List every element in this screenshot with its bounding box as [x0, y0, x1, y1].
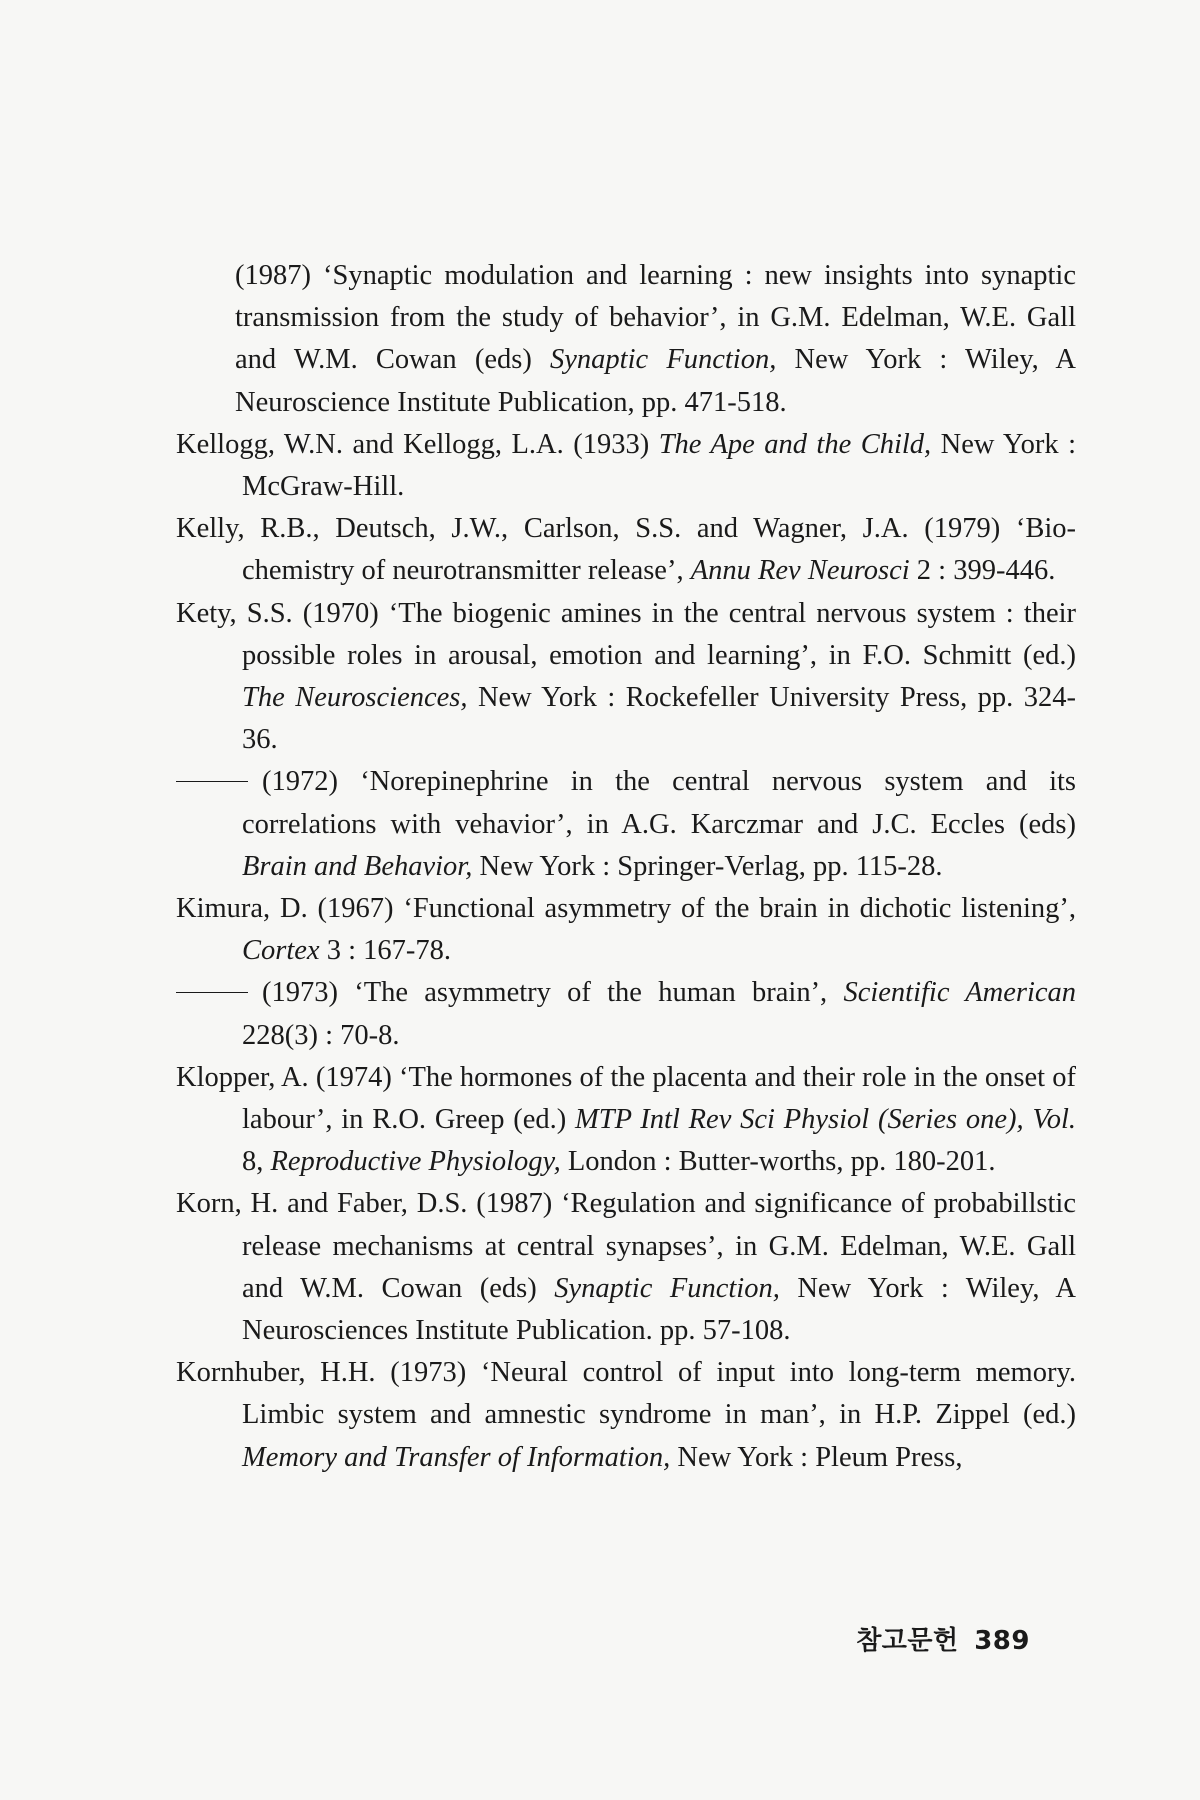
reference-text: Klopper, A. (1974) ‘The hormones of the placenta and their role in the onset of labour’, in R.O. Greep (ed.) — [176, 1061, 1076, 1136]
reference-list — [176, 255, 1076, 1479]
reference-title: MTP Intl Rev Sci Physiol (Series one), Vol. — [575, 1104, 1076, 1136]
reference-title: Synaptic Function, — [550, 344, 777, 376]
reference-text: (1987) ‘Synaptic modulation and learning : new insights into synaptic transmission from the study of behavior’, in G.M. Edelman, W.E. Gall and W.M. Cowan (eds) — [235, 260, 1076, 376]
reference-title: The Neurosciences, — [242, 682, 468, 714]
reference-text: New York : Wiley, A Neuroscience Institute Publication, pp. 471-518. — [235, 344, 1076, 418]
reference-text: 8, — [242, 1146, 271, 1178]
reference-title: Memory and Transfer of Information, — [242, 1441, 671, 1473]
reference-title: Brain and Behavior, — [242, 850, 473, 882]
reference-title: Reproductive Physiology, — [270, 1146, 561, 1178]
reference-entry — [176, 972, 1076, 1056]
reference-text: (1973) ‘The asymmetry of the human brain’, — [262, 977, 844, 1009]
reference-entry — [176, 1352, 1076, 1479]
reference-entry — [176, 1057, 1076, 1184]
reference-text: New York : Wiley, A Neurosciences Institute Publication. pp. 57-108. — [242, 1272, 1076, 1347]
reference-text: New York : Pleum Press, — [670, 1441, 963, 1473]
reference-text: New York : Rockefeller University Press, pp. 324-36. — [242, 682, 1076, 756]
reference-title: Annu Rev Neurosci — [690, 555, 910, 587]
reference-title: Scientific American — [843, 977, 1077, 1009]
reference-title: Synaptic Function, — [554, 1272, 780, 1304]
page-footer — [856, 1620, 1030, 1657]
reference-entry — [176, 888, 1076, 972]
reference-entry — [176, 593, 1076, 762]
page-number: 389 — [974, 1626, 1030, 1656]
repeat-author-dash — [176, 992, 248, 993]
reference-text: London : Butter-worths, pp. 180-201. — [560, 1146, 996, 1178]
reference-entry — [176, 508, 1076, 592]
reference-title: Cortex — [242, 935, 320, 967]
footer-section-title: 참고문헌 — [856, 1626, 959, 1656]
reference-text: 228(3) : 70-8. — [242, 1019, 400, 1051]
reference-text: Kornhuber, H.H. (1973) ‘Neural control of input into long-term memory. Limbic system and amnestic syndrome in man’, in H.P. Zippel (ed.) — [176, 1357, 1076, 1431]
reference-text: (1972) ‘Norepinephrine in the central nervous system and its correlations with vehavior’, in A.G. Karczmar and J.C. Eccles (eds) — [242, 766, 1076, 840]
reference-entry — [176, 255, 1076, 424]
repeat-author-dash — [176, 781, 248, 782]
reference-title: The Ape and the Child, — [658, 428, 932, 460]
reference-entry — [176, 424, 1076, 508]
reference-text: New York : Springer-Verlag, pp. 115-28. — [472, 850, 943, 882]
reference-text: Kety, S.S. (1970) ‘The biogenic amines in the central nervous system : their possible roles in arousal, emotion and learning’, in F.O. Schmitt (ed.) — [176, 597, 1076, 671]
reference-entry — [176, 761, 1076, 888]
reference-text: 3 : 167-78. — [319, 935, 451, 967]
reference-entry — [176, 1183, 1076, 1352]
reference-text: 2 : 399-446. — [909, 555, 1056, 587]
reference-text: New York : McGraw-Hill. — [242, 428, 1076, 503]
reference-text: Kelly, R.B., Deutsch, J.W., Carlson, S.S. and Wagner, J.A. (1979) ‘Bio-chemistry of neurotransmitter release’, — [176, 513, 1076, 587]
reference-text: Kimura, D. (1967) ‘Functional asymmetry of the brain in dichotic listening’, — [176, 893, 1076, 925]
reference-text: Kellogg, W.N. and Kellogg, L.A. (1933) — [176, 428, 659, 460]
reference-text: Korn, H. and Faber, D.S. (1987) ‘Regulation and significance of probabillstic release mechanisms at central synapses’, in G.M. Edelman, W.E. Gall and W.M. Cowan (eds) — [176, 1188, 1076, 1304]
